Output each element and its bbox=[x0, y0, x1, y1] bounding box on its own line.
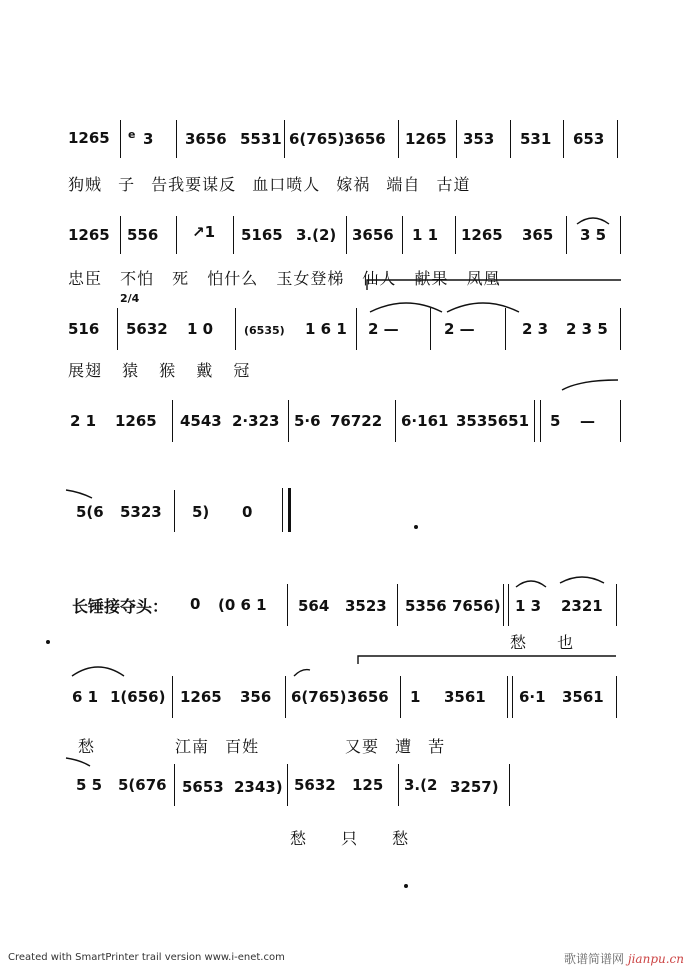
barline bbox=[620, 400, 621, 442]
barline bbox=[456, 120, 457, 158]
slur bbox=[292, 668, 312, 678]
barline bbox=[616, 584, 617, 626]
barline bbox=[620, 308, 621, 350]
note-group: 6(765) bbox=[289, 130, 345, 148]
barline bbox=[563, 120, 564, 158]
note-group: 365 bbox=[522, 226, 554, 244]
note-group: 5 5 bbox=[76, 776, 103, 794]
note-group: 2·323 bbox=[232, 412, 280, 430]
barline bbox=[233, 216, 234, 254]
note-group: 3561 bbox=[444, 688, 486, 706]
barline bbox=[398, 764, 399, 806]
note-group: 1265 bbox=[180, 688, 222, 706]
note-group: 1 3 bbox=[515, 597, 542, 615]
phrase-bracket bbox=[356, 652, 618, 666]
note-group: 2 — bbox=[444, 320, 475, 338]
lyrics-c: 又要 遭 苦 bbox=[345, 737, 446, 756]
note-group: 2 — bbox=[368, 320, 399, 338]
barline bbox=[288, 400, 289, 442]
note-group: 3.(2 bbox=[404, 776, 438, 794]
barline bbox=[398, 120, 399, 158]
time-signature: e bbox=[128, 128, 136, 141]
barline bbox=[120, 216, 121, 254]
slur bbox=[64, 488, 94, 500]
note-group: 5 bbox=[550, 412, 561, 430]
note-group: 6(765) bbox=[291, 688, 347, 706]
time-signature: 2/4 bbox=[120, 292, 140, 305]
note-group: 1265 bbox=[115, 412, 157, 430]
slur bbox=[445, 296, 521, 314]
note-group: 2 3 bbox=[522, 320, 549, 338]
barline bbox=[172, 676, 173, 718]
note-group: 7656) bbox=[452, 597, 501, 615]
note-group: 3 bbox=[143, 130, 154, 148]
barline bbox=[510, 120, 511, 158]
barline bbox=[566, 216, 567, 254]
barline bbox=[287, 584, 288, 626]
barline bbox=[512, 676, 513, 718]
slur bbox=[70, 660, 126, 678]
barline bbox=[117, 308, 118, 350]
barline bbox=[172, 400, 173, 442]
barline bbox=[285, 676, 286, 718]
final-barline bbox=[288, 488, 291, 532]
note-group: 5632 bbox=[294, 776, 336, 794]
note-group: 1(656) bbox=[110, 688, 166, 706]
note-group: 1265 bbox=[68, 226, 110, 244]
watermark bbox=[564, 950, 684, 967]
page-mark bbox=[404, 884, 408, 888]
note-group: 3 5 bbox=[580, 226, 607, 244]
note-group: 6·1 bbox=[519, 688, 546, 706]
barline bbox=[284, 120, 285, 158]
note-group: 3523 bbox=[345, 597, 387, 615]
note-group: 2343) bbox=[234, 778, 283, 796]
lyrics-line: 狗贼 子 告我要谋反 血口喷人 嫁祸 端自 古道 bbox=[68, 175, 471, 194]
barline bbox=[616, 676, 617, 718]
note-group: 1265 bbox=[461, 226, 503, 244]
note-group: 5653 bbox=[182, 778, 224, 796]
watermark-site: jianpu.cn bbox=[627, 952, 684, 966]
note-group: 4543 bbox=[180, 412, 222, 430]
barline bbox=[455, 216, 456, 254]
barline bbox=[507, 676, 508, 718]
note-group: 1265 bbox=[405, 130, 447, 148]
note-group: 3.(2) bbox=[296, 226, 337, 244]
note-group: 1 bbox=[410, 688, 421, 706]
note-group: 5531 bbox=[240, 130, 282, 148]
page-mark bbox=[414, 525, 418, 529]
lyrics-b: 江南 百姓 bbox=[175, 737, 260, 756]
note-group: 0 bbox=[242, 503, 253, 521]
barline bbox=[534, 400, 535, 442]
note-group: (6535) bbox=[244, 324, 285, 337]
note-group: 531 bbox=[520, 130, 552, 148]
barline bbox=[509, 764, 510, 806]
note-group: 3535651 bbox=[456, 412, 530, 430]
note-group: 653 bbox=[573, 130, 605, 148]
note-group: 1265 bbox=[68, 129, 110, 147]
phrase-bracket bbox=[560, 378, 620, 392]
slur bbox=[575, 212, 611, 226]
barline bbox=[503, 584, 504, 626]
note-group: 1 1 bbox=[412, 226, 439, 244]
lyrics-line: 愁 也 bbox=[510, 633, 575, 652]
page-mark bbox=[46, 640, 50, 644]
note-group: 3257) bbox=[450, 778, 499, 796]
note-group: 125 bbox=[352, 776, 384, 794]
barline bbox=[430, 308, 431, 350]
note-group: 2 3 5 bbox=[566, 320, 608, 338]
barline bbox=[356, 308, 357, 350]
note-group: 3656 bbox=[185, 130, 227, 148]
barline bbox=[282, 488, 283, 532]
barline bbox=[176, 120, 177, 158]
footer-credit: Created with SmartPrinter trail version www.i-enet.com bbox=[8, 952, 285, 963]
barline bbox=[400, 676, 401, 718]
note-group: 2321 bbox=[561, 597, 603, 615]
barline bbox=[402, 216, 403, 254]
note-group: — bbox=[580, 412, 595, 430]
note-group: 3656 bbox=[344, 130, 386, 148]
note-group: 0 bbox=[190, 595, 201, 613]
barline bbox=[176, 216, 177, 254]
note-group: 3656 bbox=[347, 688, 389, 706]
note-group: 1 0 bbox=[187, 320, 214, 338]
note-group: 516 bbox=[68, 320, 100, 338]
barline bbox=[346, 216, 347, 254]
barline bbox=[395, 400, 396, 442]
barline bbox=[174, 490, 175, 532]
lyrics-line: 展翅 猿 猴 戴 冠 bbox=[68, 361, 251, 380]
note-group: 5·6 bbox=[294, 412, 321, 430]
lyrics-a: 愁 bbox=[78, 737, 96, 756]
note-group: 5(6 bbox=[76, 503, 104, 521]
barline bbox=[620, 216, 621, 254]
watermark-text: 歌谱简谱网 bbox=[564, 952, 625, 966]
note-group: 564 bbox=[298, 597, 330, 615]
note-group: 1 6 1 bbox=[305, 320, 347, 338]
barline bbox=[235, 308, 236, 350]
barline bbox=[505, 308, 506, 350]
phrase-bracket bbox=[365, 276, 623, 292]
barline bbox=[617, 120, 618, 158]
note-group: 556 bbox=[127, 226, 159, 244]
slur bbox=[558, 571, 606, 585]
slur bbox=[64, 756, 92, 768]
slur bbox=[368, 296, 444, 314]
note-group: 5) bbox=[192, 503, 210, 521]
note-group: 5165 bbox=[241, 226, 283, 244]
lyrics-line: 愁 只 愁 bbox=[290, 829, 410, 848]
note-group: 76722 bbox=[330, 412, 383, 430]
lyrics-line: 忠臣 不怕 死 怕什么 玉女登梯 仙人 献果 凤凰 bbox=[68, 269, 501, 288]
note-group: 5356 bbox=[405, 597, 447, 615]
note-group: 3561 bbox=[562, 688, 604, 706]
note-group: (0 6 1 bbox=[218, 596, 267, 614]
barline bbox=[397, 584, 398, 626]
barline bbox=[508, 584, 509, 626]
note-group: 5632 bbox=[126, 320, 168, 338]
slur bbox=[514, 575, 548, 589]
note-group: 2 1 bbox=[70, 412, 97, 430]
note-group: 5(676 bbox=[118, 776, 167, 794]
note-group: 6·161 bbox=[401, 412, 449, 430]
note-group: ↗1 bbox=[192, 223, 216, 241]
barline bbox=[120, 120, 121, 158]
section-label: 长锤接夺头： bbox=[72, 597, 169, 616]
barline bbox=[174, 764, 175, 806]
note-group: 6 1 bbox=[72, 688, 99, 706]
note-group: 5323 bbox=[120, 503, 162, 521]
note-group: 356 bbox=[240, 688, 272, 706]
note-group: 353 bbox=[463, 130, 495, 148]
barline bbox=[287, 764, 288, 806]
note-group: 3656 bbox=[352, 226, 394, 244]
barline bbox=[540, 400, 541, 442]
